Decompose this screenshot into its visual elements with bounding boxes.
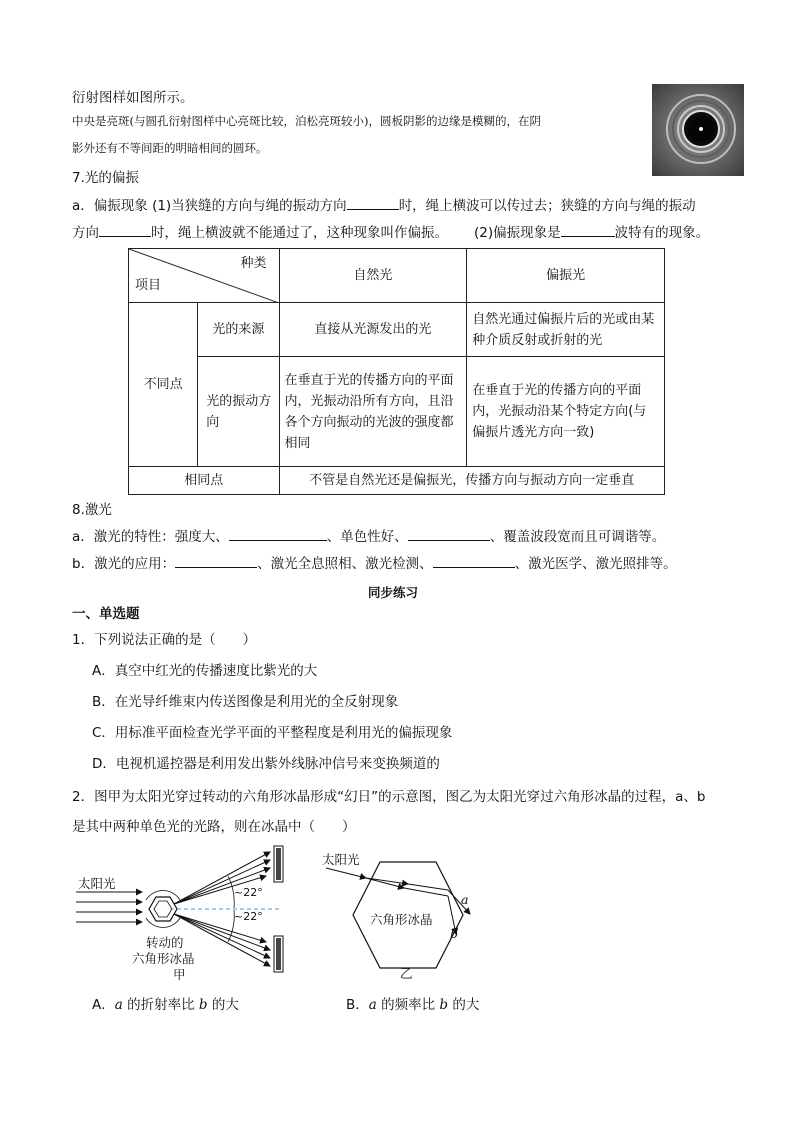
text: 的频率比 <box>376 997 440 1013</box>
fig-jia-angle-down: ~22° <box>234 910 263 923</box>
text: 、覆盖波段宽而且可调谐等。 <box>489 529 666 545</box>
text: 、激光全息照相、激光检测、 <box>257 556 433 572</box>
text: a．偏振现象 (1)当狭缝的方向与绳的振动方向 <box>72 198 347 214</box>
q1-option-d: D．电视机遥控器是利用发出紫外线脉冲信号来变换频道的 <box>92 756 440 772</box>
fig-jia-sunlight: 太阳光 <box>78 876 116 891</box>
header-item: 项目 <box>135 278 162 293</box>
section-single-choice: 一、单选题 <box>72 606 140 622</box>
diffraction-desc-line2: 影外还有不等间距的明暗相间的圆环。 <box>72 141 268 155</box>
q2-option-b <box>346 993 479 1013</box>
blank-2 <box>99 224 151 237</box>
polarization-line2 <box>72 221 709 241</box>
blank-4 <box>229 528 327 541</box>
laser-applications <box>72 552 677 572</box>
table-header-diagonal <box>129 249 280 303</box>
section-8-heading: 8.激光 <box>72 502 112 518</box>
row-direction-natural: 在垂直于光的传播方向的平面内，光振动沿所有方向，且沿各个方向振动的光波的强度都相同 <box>279 357 467 467</box>
text: a．激光的特性：强度大、 <box>72 529 229 545</box>
header-kind: 种类 <box>240 256 267 271</box>
text: 、单色性好、 <box>326 529 408 545</box>
fig-jia-angle-up: ~22° <box>234 886 263 899</box>
fig-jia-label: 甲 <box>173 967 186 982</box>
fig-yi-sunlight: 太阳光 <box>322 852 360 867</box>
blank-3 <box>561 224 615 237</box>
fig-jia-caption-2: 六角形冰晶 <box>132 951 195 966</box>
text: 的折射率比 <box>122 997 199 1013</box>
fig-yi-ray-b: b <box>450 926 459 941</box>
polarization-comparison-table <box>128 248 665 495</box>
row-source-natural: 直接从光源发出的光 <box>279 303 467 357</box>
figure-yi <box>320 848 490 980</box>
section-7-heading: 7.光的偏振 <box>72 170 139 186</box>
fig-yi-ray-a: a <box>461 892 469 907</box>
text: 波特有的现象。 <box>614 225 710 241</box>
q1-option-c: C．用标准平面检查光学平面的平整程度是利用光的偏振现象 <box>92 725 453 741</box>
q2-stem-line2: 是其中两种单色光的光路，则在冰晶中（ ） <box>72 819 356 835</box>
poisson-spot-image <box>652 84 744 176</box>
q2-stem-line1: 2．图甲为太阳光穿过转动的六角形冰晶形成“幻日”的示意图，图乙为太阳光穿过六角形冰晶的过程，a、b <box>72 789 706 805</box>
row-source-label: 光的来源 <box>198 303 279 357</box>
polarization-line1 <box>72 194 696 214</box>
text: 的大 <box>448 997 480 1013</box>
var: b <box>198 997 208 1013</box>
text: 方向 <box>72 225 99 241</box>
diffraction-intro: 衍射图样如图所示。 <box>72 90 194 106</box>
var: b <box>439 997 449 1013</box>
row-direction-polarized: 在垂直于光的传播方向的平面内，光振动沿某个特定方向(与偏振片透光方向一致) <box>467 357 665 467</box>
header-natural-light: 自然光 <box>279 249 467 303</box>
same-label: 相同点 <box>129 467 280 495</box>
figure-jia <box>70 838 300 980</box>
text: B． <box>346 997 369 1013</box>
diff-label: 不同点 <box>129 303 198 467</box>
q1-option-b: B．在光导纤维束内传送图像是利用光的全反射现象 <box>92 694 399 710</box>
diffraction-desc-line1: 中央是亮斑(与圆孔衍射图样中心亮斑比较，泊松亮斑较小)，圆板阴影的边缘是模糊的，在阴 <box>72 114 541 128</box>
fig-yi-crystal: 六角形冰晶 <box>370 912 433 927</box>
text: 、激光医学、激光照排等。 <box>514 556 677 572</box>
blank-5 <box>408 528 490 541</box>
text: 的大 <box>207 997 239 1013</box>
blank-6 <box>175 555 257 568</box>
fig-yi-label: 乙 <box>400 966 413 981</box>
same-text: 不管是自然光还是偏振光，传播方向与振动方向一定垂直 <box>279 467 664 495</box>
fig-jia-caption-1: 转动的 <box>146 935 184 950</box>
blank-7 <box>433 555 515 568</box>
row-direction-label: 光的振动方向 <box>198 357 279 467</box>
var: a <box>114 997 123 1013</box>
q1-stem: 1．下列说法正确的是（ ） <box>72 632 257 648</box>
header-polarized-light: 偏振光 <box>467 249 665 303</box>
text: 时，绳上横波可以传过去；狭缝的方向与绳的振动 <box>398 198 696 214</box>
q1-option-a: A．真空中红光的传播速度比紫光的大 <box>92 663 318 679</box>
q2-option-a <box>92 993 239 1013</box>
text: (2)偏振现象是 <box>474 225 561 241</box>
text: 时，绳上横波就不能通过了，这种现象叫作偏振。 <box>151 225 448 241</box>
var: a <box>368 997 377 1013</box>
text: b．激光的应用： <box>72 556 176 572</box>
row-source-polarized: 自然光通过偏振片后的光或由某种介质反射或折射的光 <box>467 303 665 357</box>
laser-properties <box>72 525 665 545</box>
text: A． <box>92 997 115 1013</box>
practice-title: 同步练习 <box>368 585 419 600</box>
blank-1 <box>347 197 399 210</box>
